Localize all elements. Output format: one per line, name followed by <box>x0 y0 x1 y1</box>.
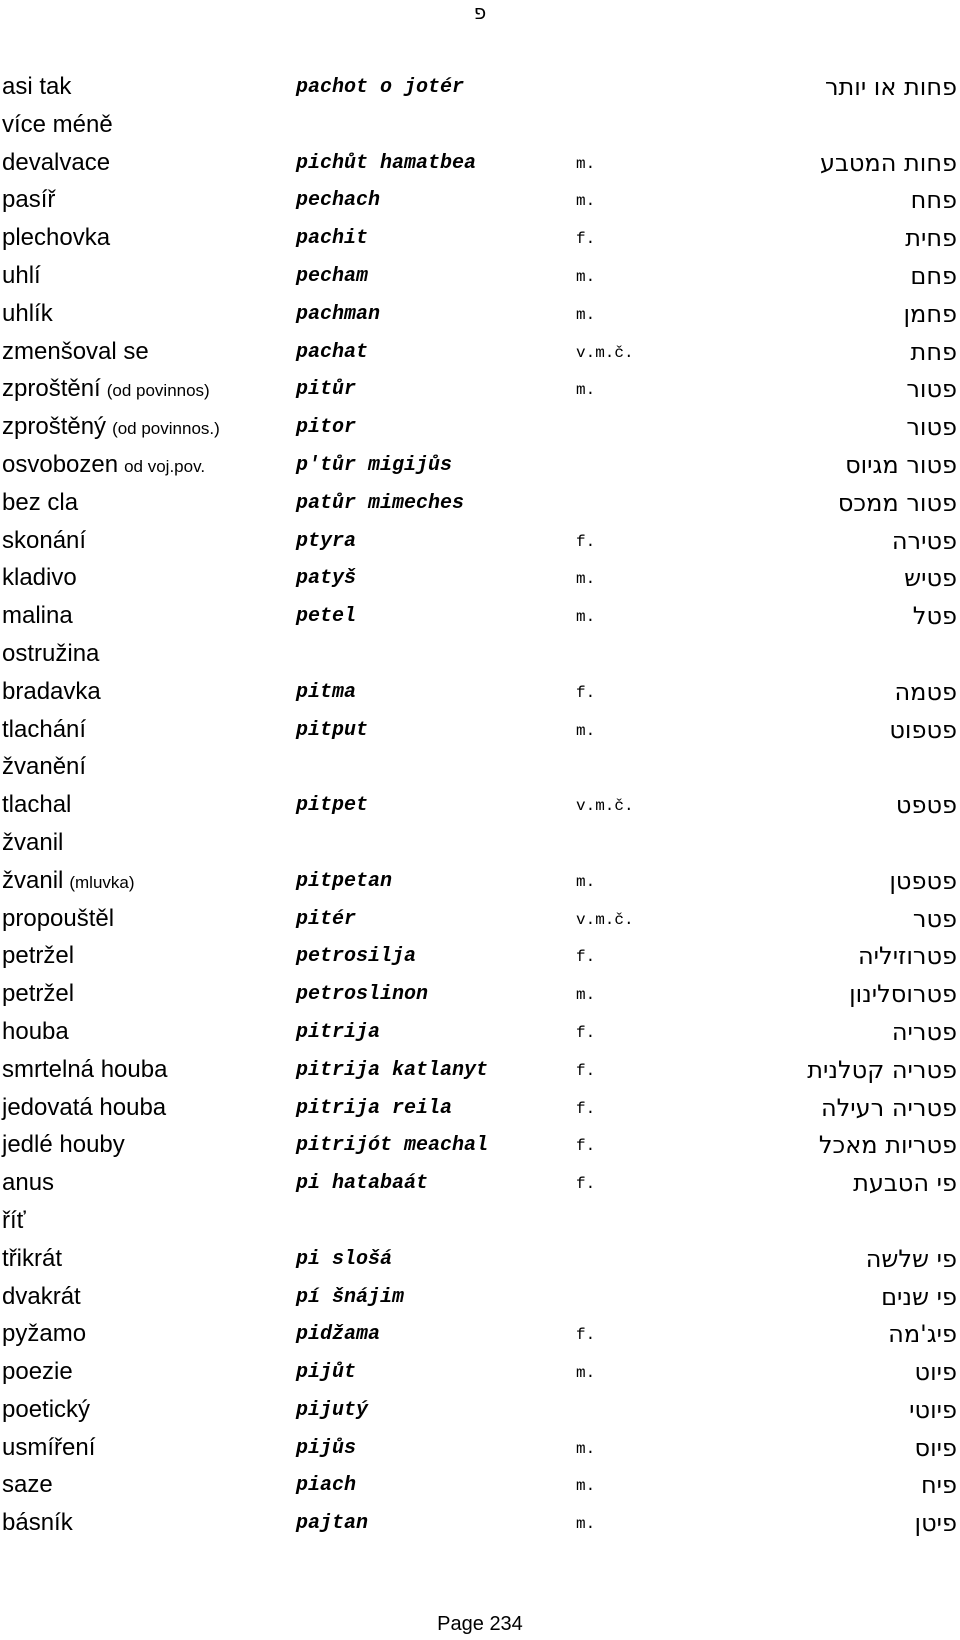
czech-word: kladivo <box>2 564 77 592</box>
czech-note: (od povinnos.) <box>112 419 220 439</box>
czech-word: petržel <box>2 942 75 970</box>
dictionary-entry <box>0 900 960 938</box>
czech-word: pyžamo <box>2 1320 87 1348</box>
dictionary-entry <box>0 1089 960 1127</box>
transliteration: pitput <box>296 718 369 742</box>
czech-word: houba <box>2 1017 69 1045</box>
czech-term <box>2 752 86 782</box>
czech-term <box>2 904 114 934</box>
hebrew-term: פטרוזיליה <box>858 942 957 971</box>
czech-word: zmenšoval se <box>2 337 149 365</box>
czech-term <box>2 563 77 593</box>
dictionary-entry <box>0 106 960 144</box>
grammar-tag: f. <box>576 1061 596 1080</box>
dictionary-entry <box>0 408 960 446</box>
dictionary-entry <box>0 975 960 1013</box>
grammar-tag: m. <box>576 267 596 286</box>
czech-term <box>2 1470 53 1500</box>
czech-word: poezie <box>2 1358 73 1386</box>
hebrew-term: פי שלשה <box>865 1244 957 1273</box>
transliteration: piach <box>296 1474 357 1498</box>
transliteration: pitér <box>296 907 357 931</box>
czech-word: saze <box>2 1471 53 1499</box>
grammar-tag: f. <box>576 1099 596 1118</box>
czech-note: (mluvka) <box>69 872 135 892</box>
dictionary-entry <box>0 673 960 711</box>
czech-word: jedlé houby <box>2 1131 125 1159</box>
czech-term <box>2 337 149 367</box>
grammar-tag: m. <box>576 1515 596 1534</box>
grammar-tag: f. <box>576 532 596 551</box>
dictionary-entry <box>0 1353 960 1391</box>
transliteration: pijutý <box>296 1398 369 1422</box>
dictionary-entry <box>0 1315 960 1353</box>
dictionary-entry <box>0 370 960 408</box>
transliteration: pi slošá <box>296 1247 393 1271</box>
czech-word: básník <box>2 1509 73 1537</box>
dictionary-entry <box>0 1013 960 1051</box>
czech-term <box>2 1017 69 1047</box>
transliteration: patyš <box>296 567 357 591</box>
hebrew-term: פטפוט <box>889 715 957 744</box>
transliteration: pitrija katlanyt <box>296 1058 489 1082</box>
transliteration: pitrija reila <box>296 1096 453 1120</box>
grammar-tag: f. <box>576 1023 596 1042</box>
czech-word: anus <box>2 1169 55 1197</box>
transliteration: patůr mimeches <box>296 491 465 515</box>
dictionary-entry <box>0 748 960 786</box>
transliteration: p'tůr migijůs <box>296 453 453 477</box>
czech-word: uhlí <box>2 261 41 289</box>
czech-term <box>2 1093 166 1123</box>
czech-word: zproštění <box>2 375 101 403</box>
grammar-tag: v.m.č. <box>576 797 634 816</box>
czech-term <box>2 1244 62 1274</box>
czech-word: usmíření <box>2 1433 96 1461</box>
hebrew-term: פטרוסלינון <box>849 980 957 1009</box>
hebrew-term: פחת <box>910 337 957 366</box>
hebrew-term: פטל <box>912 602 957 631</box>
hebrew-term: פי הטבעת <box>853 1169 957 1198</box>
grammar-tag: m. <box>576 1364 596 1383</box>
grammar-tag: m. <box>576 986 596 1005</box>
czech-term <box>2 526 86 556</box>
czech-note: od voj.pov. <box>124 456 206 476</box>
czech-term <box>2 148 110 178</box>
czech-word: žvanil <box>2 866 64 894</box>
hebrew-term: פטור ממכס <box>837 488 957 517</box>
hebrew-term: פחמן <box>903 299 957 328</box>
hebrew-term: פטמה <box>894 677 957 706</box>
czech-term <box>2 72 71 102</box>
czech-term <box>2 715 86 745</box>
czech-word: skonání <box>2 526 87 554</box>
czech-word: zproštěný <box>2 413 107 441</box>
czech-word: asi tak <box>2 73 72 100</box>
czech-word: žvanil <box>2 828 64 856</box>
dictionary-entry <box>0 1466 960 1504</box>
czech-term <box>2 374 210 406</box>
czech-term <box>2 1433 95 1463</box>
dictionary-entry <box>0 144 960 182</box>
grammar-tag: m. <box>576 305 596 324</box>
dictionary-entry <box>0 446 960 484</box>
czech-word: říť <box>2 1206 26 1234</box>
hebrew-term: פטור מגיוס <box>845 450 957 479</box>
dictionary-entry <box>0 711 960 749</box>
transliteration: pitrija <box>296 1020 381 1044</box>
czech-term <box>2 1282 81 1312</box>
dictionary-entry <box>0 68 960 106</box>
hebrew-term: פיח <box>920 1471 957 1500</box>
transliteration: pi hatabaát <box>296 1172 429 1196</box>
dictionary-entry <box>0 181 960 219</box>
dictionary-entry <box>0 1126 960 1164</box>
czech-word: osvobozen <box>2 450 119 478</box>
dictionary-entry <box>0 937 960 975</box>
czech-word: bez cla <box>2 488 79 516</box>
transliteration: pecham <box>296 264 369 288</box>
czech-term <box>2 639 99 669</box>
czech-word: devalvace <box>2 148 111 176</box>
czech-term <box>2 1206 26 1236</box>
grammar-tag: f. <box>576 1326 596 1345</box>
czech-term <box>2 601 73 631</box>
hebrew-term: פחות או יותר <box>824 73 957 101</box>
transliteration: pitůr <box>296 378 357 402</box>
czech-word: žvanění <box>2 753 87 781</box>
czech-term <box>2 1168 54 1198</box>
dictionary-entry <box>0 1051 960 1089</box>
transliteration: pitor <box>296 416 357 440</box>
hebrew-term: פטור <box>906 375 957 404</box>
hebrew-term: פיוט <box>914 1358 957 1387</box>
czech-word: bradavka <box>2 677 101 705</box>
hebrew-term: פטריה רעילה <box>820 1093 957 1122</box>
grammar-tag: f. <box>576 1175 596 1194</box>
grammar-tag: f. <box>576 230 596 249</box>
grammar-tag: f. <box>576 683 596 702</box>
grammar-tag: m. <box>576 1477 596 1496</box>
czech-term <box>2 110 113 140</box>
hebrew-term: פחם <box>910 261 957 290</box>
grammar-tag: m. <box>576 608 596 627</box>
transliteration: pachot o jotér <box>296 76 465 99</box>
dictionary-entry <box>0 333 960 371</box>
czech-word: více méně <box>2 110 113 138</box>
czech-word: plechovka <box>2 224 111 252</box>
hebrew-term: פטור <box>906 413 957 442</box>
transliteration: pitpet <box>296 794 369 818</box>
czech-term <box>2 223 110 253</box>
dictionary-entry <box>0 824 960 862</box>
czech-note: (od povinnos) <box>106 381 210 401</box>
czech-term <box>2 1508 73 1538</box>
grammar-tag: m. <box>576 154 596 173</box>
czech-word: smrtelná houba <box>2 1055 168 1083</box>
grammar-tag: m. <box>576 721 596 740</box>
czech-word: malina <box>2 602 73 630</box>
dictionary-entries <box>0 68 960 1542</box>
czech-word: tlachal <box>2 791 72 819</box>
transliteration: pachman <box>296 302 381 326</box>
czech-term <box>2 1395 90 1425</box>
transliteration: ptyra <box>296 529 357 553</box>
hebrew-term: פיוס <box>914 1433 957 1462</box>
hebrew-term: פיוטי <box>909 1395 957 1424</box>
transliteration: pitrijót meachal <box>296 1134 489 1158</box>
grammar-tag: m. <box>576 381 596 400</box>
hebrew-term: פחית <box>905 224 957 253</box>
dictionary-entry <box>0 862 960 900</box>
czech-term <box>2 1055 167 1085</box>
dictionary-entry <box>0 1240 960 1278</box>
czech-word: ostružina <box>2 639 100 667</box>
dictionary-entry <box>0 484 960 522</box>
transliteration: pechach <box>296 189 381 213</box>
czech-term <box>2 979 74 1009</box>
czech-term <box>2 866 135 898</box>
czech-term <box>2 1357 73 1387</box>
hebrew-term: פיטן <box>914 1509 957 1538</box>
grammar-tag: v.m.č. <box>576 910 634 929</box>
dictionary-entry <box>0 1278 960 1316</box>
czech-word: poetický <box>2 1395 91 1423</box>
transliteration: pidžama <box>296 1323 381 1347</box>
dictionary-entry <box>0 1391 960 1429</box>
czech-word: pasíř <box>2 186 56 214</box>
hebrew-term: פטריות מאכל <box>818 1131 957 1160</box>
grammar-tag: m. <box>576 872 596 891</box>
dictionary-entry <box>0 786 960 824</box>
czech-term <box>2 412 220 444</box>
transliteration: petel <box>296 605 357 629</box>
transliteration: petrosilja <box>296 945 417 969</box>
dictionary-entry <box>0 635 960 673</box>
hebrew-term: פיג'מה <box>888 1320 957 1349</box>
transliteration: pijůt <box>296 1361 357 1385</box>
transliteration: pachit <box>296 227 369 251</box>
dictionary-entry <box>0 257 960 295</box>
transliteration: pachat <box>296 340 369 364</box>
transliteration: petroslinon <box>296 983 429 1007</box>
czech-term <box>2 1319 86 1349</box>
dictionary-entry <box>0 1504 960 1542</box>
czech-word: třikrát <box>2 1244 62 1272</box>
czech-word: uhlík <box>2 299 53 327</box>
hebrew-term: פחח <box>910 186 957 215</box>
hebrew-term: פטיש <box>904 564 957 593</box>
grammar-tag: m. <box>576 570 596 589</box>
hebrew-term: פי שנים <box>881 1282 957 1311</box>
hebrew-term: פטריה <box>891 1017 957 1046</box>
grammar-tag: f. <box>576 948 596 967</box>
dictionary-entry <box>0 1164 960 1202</box>
czech-word: petržel <box>2 980 75 1008</box>
hebrew-term: פטריה קטלנית <box>807 1055 957 1084</box>
transliteration: pitma <box>296 680 357 704</box>
dictionary-entry <box>0 559 960 597</box>
czech-term <box>2 677 101 707</box>
czech-word: tlachání <box>2 715 87 743</box>
czech-word: propouštěl <box>2 904 115 932</box>
transliteration: pí šnájim <box>296 1285 405 1309</box>
hebrew-term: פטפטן <box>889 866 957 895</box>
transliteration: pajtan <box>296 1512 369 1536</box>
hebrew-term: פטר <box>912 904 957 933</box>
hebrew-term: פטירה <box>891 526 957 555</box>
dictionary-entry <box>0 1429 960 1467</box>
grammar-tag: f. <box>576 1137 596 1156</box>
transliteration: pitpetan <box>296 869 393 893</box>
dictionary-entry <box>0 1202 960 1240</box>
czech-term <box>2 185 55 215</box>
page-number: Page 234 <box>437 1613 523 1635</box>
dictionary-entry <box>0 219 960 257</box>
czech-term <box>2 261 41 291</box>
page-header-letter: פ <box>473 0 487 24</box>
grammar-tag: m. <box>576 1439 596 1458</box>
dictionary-entry <box>0 522 960 560</box>
czech-term <box>2 790 71 820</box>
dictionary-entry <box>0 295 960 333</box>
czech-term <box>2 488 78 518</box>
czech-word: dvakrát <box>2 1282 81 1310</box>
grammar-tag: m. <box>576 192 596 211</box>
czech-term <box>2 941 74 971</box>
hebrew-term: פחות המטבע <box>819 148 957 177</box>
czech-term <box>2 450 205 482</box>
czech-term <box>2 299 53 329</box>
dictionary-entry <box>0 597 960 635</box>
transliteration: pichůt hamatbea <box>296 151 477 175</box>
czech-term <box>2 1130 125 1160</box>
transliteration: pijůs <box>296 1436 357 1460</box>
czech-term <box>2 828 63 858</box>
grammar-tag: v.m.č. <box>576 343 634 362</box>
hebrew-term: פטפט <box>895 791 957 820</box>
czech-word: jedovatá houba <box>2 1093 167 1121</box>
